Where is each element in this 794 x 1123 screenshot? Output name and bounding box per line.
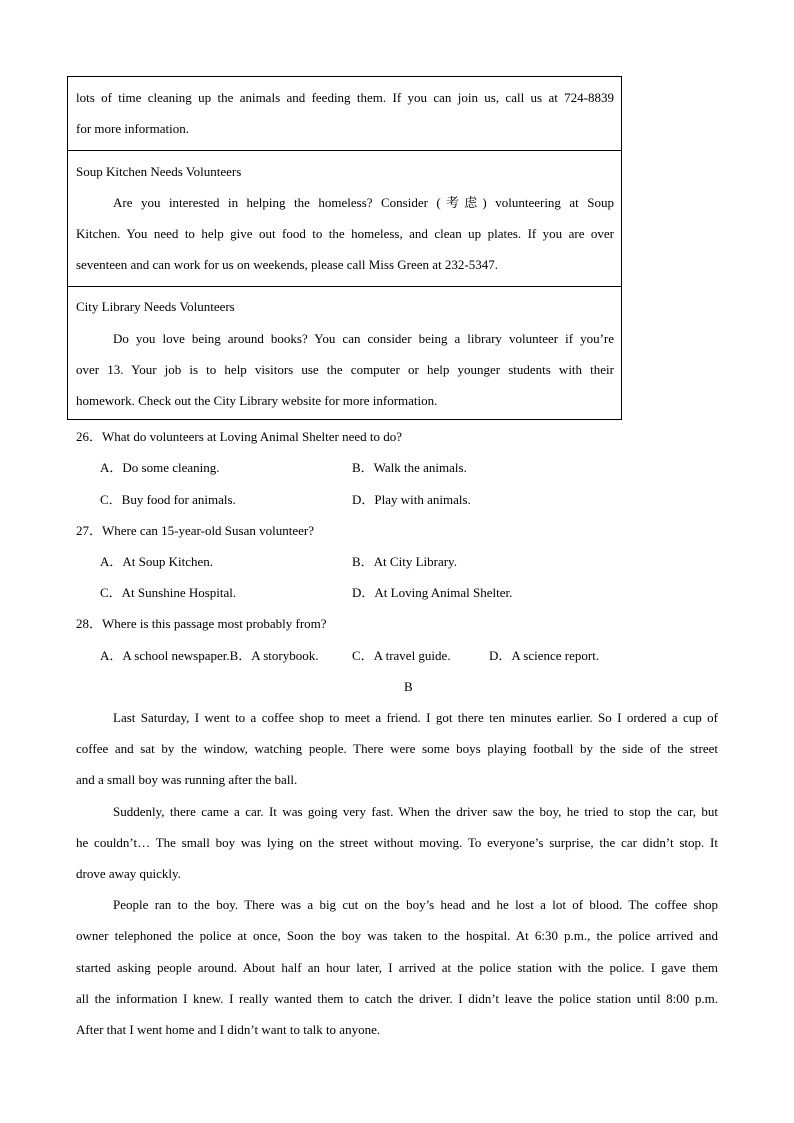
question-26-option-d: D．Play with animals. [352,492,471,507]
question-27-stem: 27．Where can 15-year-old Susan volunteer? [76,523,314,538]
question-26-option-b: B．Walk the animals. [352,460,467,475]
notice-text-line: Are you interested in helping the homeless? Consider (考虑) volunteering at Soup [113,195,614,210]
notice-title: Soup Kitchen Needs Volunteers [76,164,242,179]
question-27-option-c: C．At Sunshine Hospital. [100,585,237,600]
question-26-option-c: C．Buy food for animals. [100,492,236,507]
passage-line: coffee and sat by the window, watching people. There were some boys playing football by the side of the street [76,741,718,756]
notice-title: City Library Needs Volunteers [76,299,235,314]
question-28-option-d: D．A science report. [489,648,600,663]
question-26-option-a: A．Do some cleaning. [100,460,220,475]
passage-line: owner telephoned the police at once, Soon the boy was taken to the hospital. At 6:30 p.m., the police arrived and [76,928,718,943]
notice-text-line: lots of time cleaning up the animals and feeding them. If you can join us, call us at 724-8839 [76,90,614,105]
volunteer-notice-box [67,76,622,420]
passage-line: Suddenly, there came a car. It was going very fast. When the driver saw the boy, he tried to stop the car, but [113,804,718,819]
question-28-stem: 28．Where is this passage most probably from? [76,616,327,631]
animal-shelter-notice-continued [68,77,621,151]
question-28-options [100,648,318,664]
question-28-option-b: B．A storybook. [229,648,319,663]
passage-line: all the information I knew. I really wanted them to catch the driver. I didn’t leave the police station until 8:00 p.m. [76,991,718,1006]
question-28-option-a: A．A school newspaper. [100,648,230,663]
notice-text-line: for more information. [76,121,189,136]
passage-line: drove away quickly. [76,866,181,881]
passage-line: People ran to the boy. There was a big cut on the boy’s head and he lost a lot of blood. The coffee shop [113,897,718,912]
passage-line: he couldn’t… The small boy was lying on the street without moving. To everyone’s surprise, the car didn’t stop. It [76,835,718,850]
passage-line: Last Saturday, I went to a coffee shop to meet a friend. I got there ten minutes earlier. So I ordered a cup of [113,710,718,725]
question-27-option-a: A．At Soup Kitchen. [100,554,214,569]
notice-text-line: Do you love being around books? You can consider being a library volunteer if you’re [113,331,614,346]
notice-text-line: Kitchen. You need to help give out food to the homeless, and clean up plates. If you are over [76,226,614,241]
section-heading: B [404,679,413,694]
question-26-stem: 26．What do volunteers at Loving Animal Shelter need to do? [76,429,403,444]
passage-line: started asking people around. About half an hour later, I arrived at the police station with the police. I gave them [76,960,718,975]
notice-text-line: homework. Check out the City Library website for more information. [76,393,438,408]
passage-line: and a small boy was running after the ball. [76,772,298,787]
soup-kitchen-notice [68,151,621,287]
notice-text-line: over 13. Your job is to help visitors use the computer or help younger students with their [76,362,614,377]
question-27-option-b: B．At City Library. [352,554,457,569]
question-28-option-c: C．A travel guide. [352,648,451,663]
question-27-option-d: D．At Loving Animal Shelter. [352,585,513,600]
city-library-notice [68,287,621,419]
passage-line: After that I went home and I didn’t want to talk to anyone. [76,1022,381,1037]
notice-text-line: seventeen and can work for us on weekends, please call Miss Green at 232-5347. [76,257,499,272]
